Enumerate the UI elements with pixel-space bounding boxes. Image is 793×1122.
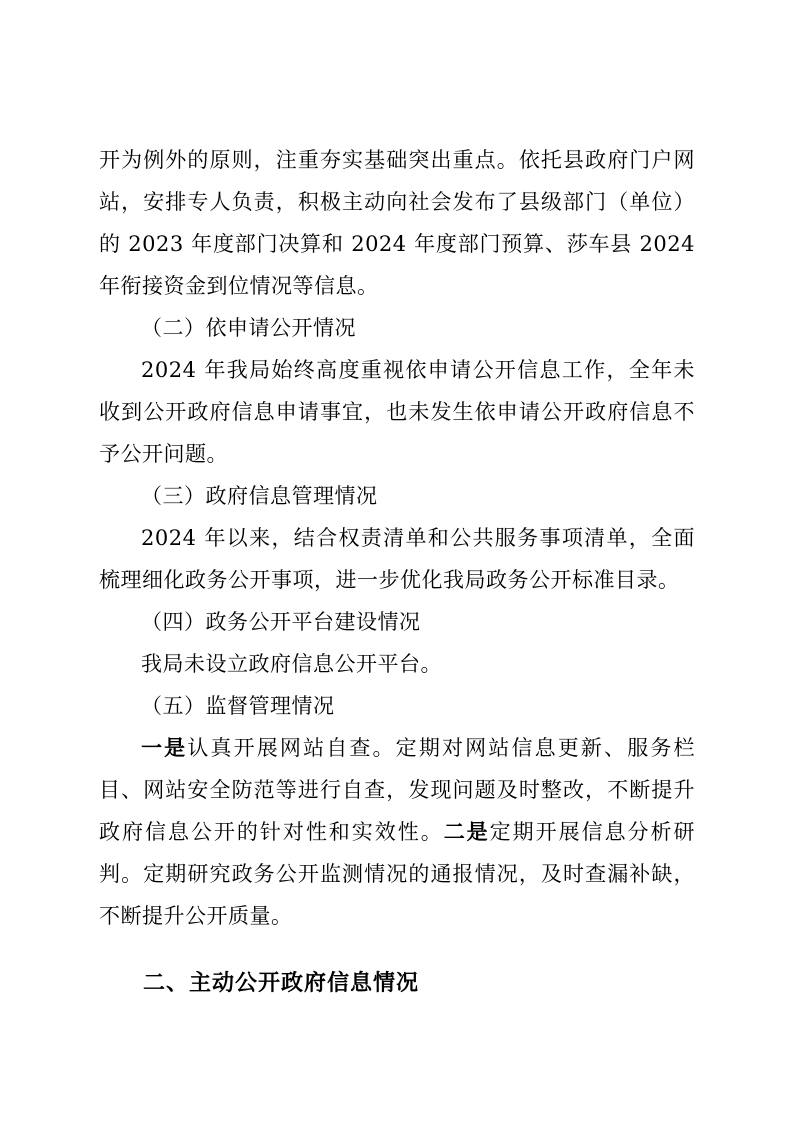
section-heading-part-2: 二、主动公开政府信息情况 — [143, 971, 420, 996]
bold-marker-second: 二是 — [443, 819, 490, 844]
subheading-section-3: （三）政府信息管理情况 — [141, 484, 378, 508]
text-segment-second: 定期开展信息分析研判。定期研究政务公开监测情况的通报情况，及时查漏补缺，不断提升公开质量。 — [99, 820, 696, 928]
subheading-section-4: （四）政务公开平台建设情况 — [141, 610, 421, 634]
paragraph-section-4: 我局未设立政府信息公开平台。 — [141, 652, 442, 676]
bold-marker-first: 一是 — [141, 735, 188, 760]
subheading-section-2: （二）依申请公开情况 — [141, 316, 356, 340]
paragraph-continuation: 开为例外的原则，注重夯实基础突出重点。依托县政府门户网站，安排专人负责，积极主动向社会发布了县级部门（单位）的 2023 年度部门决算和 2024 年度部门预算、莎车县 2024 年衔接资金到位情况等信息。 — [99, 148, 695, 298]
document-content — [99, 139, 695, 1005]
subheading-section-5: （五）监督管理情况 — [141, 694, 335, 718]
paragraph-section-5 — [99, 727, 695, 937]
paragraph-section-3: 2024 年以来，结合权责清单和公共服务事项清单，全面梳理细化政务公开事项，进一步优化我局政务公开标准目录。 — [99, 526, 695, 592]
paragraph-section-2: 2024 年我局始终高度重视依申请公开信息工作，全年未收到公开政府信息申请事宜，也未发生依申请公开政府信息不予公开问题。 — [99, 358, 695, 466]
text-segment-first: 认真开展网站自查。定期对网站信息更新、服务栏目、网站安全防范等进行自查，发现问题及时整改，不断提升政府信息公开的针对性和实效性。 — [99, 736, 696, 844]
